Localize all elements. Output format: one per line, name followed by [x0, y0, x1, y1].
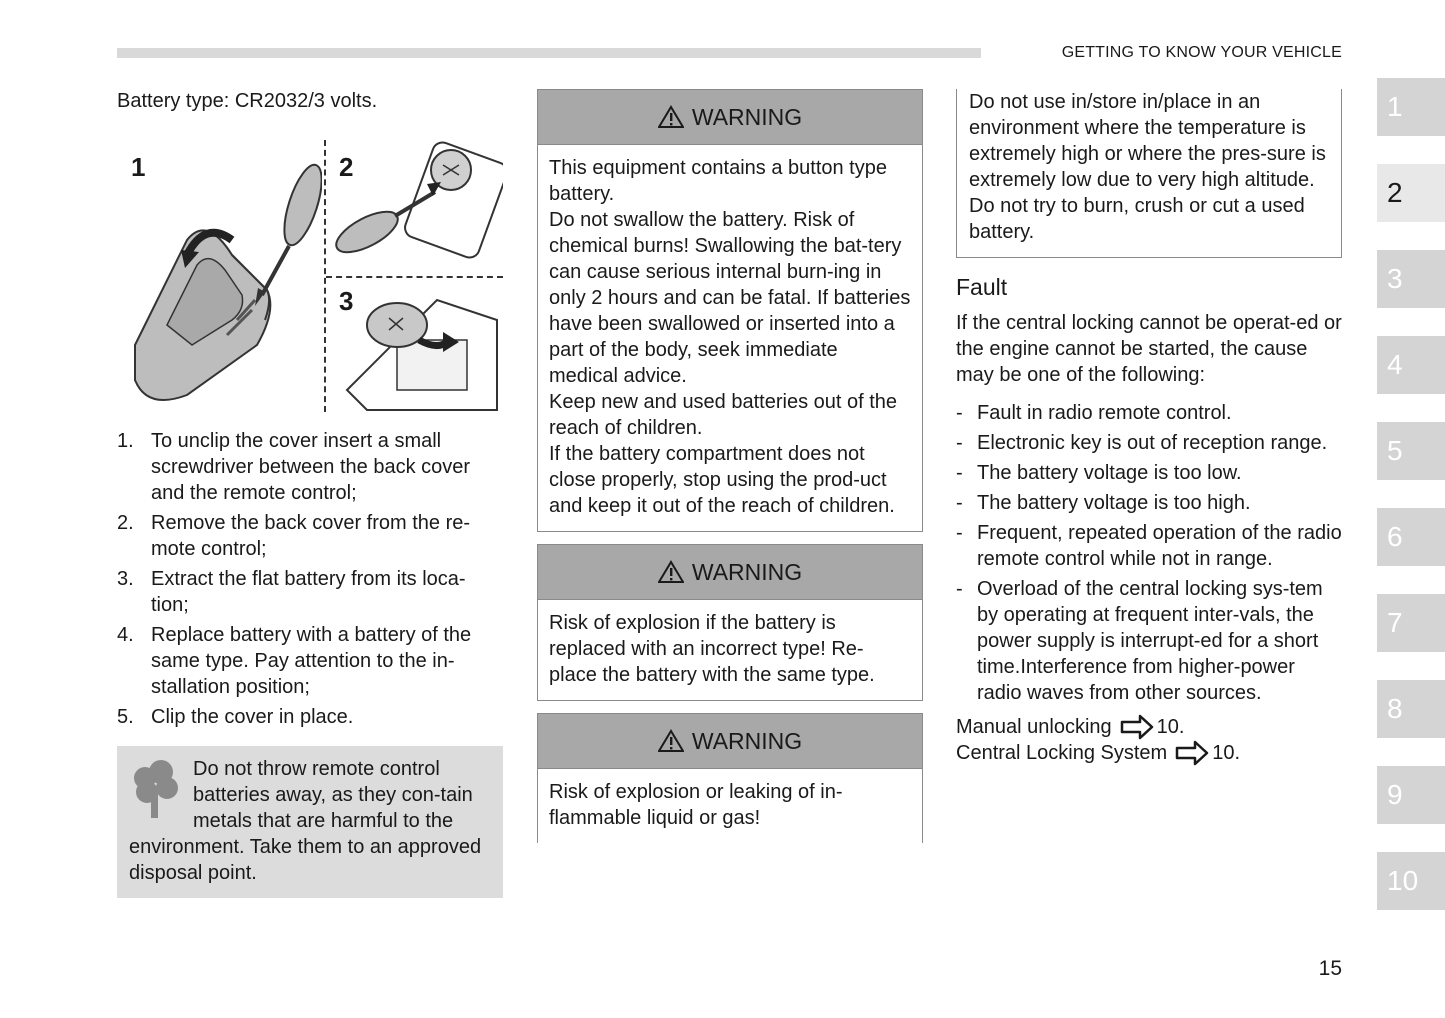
battery-type: Battery type: CR2032/3 volts. — [117, 90, 378, 112]
list-item: - Fault in radio remote control. — [956, 402, 1232, 424]
battery-replacement-figure — [117, 140, 503, 412]
chapter-tab-3[interactable]: 3 — [1377, 250, 1445, 308]
warning-triangle-icon — [658, 729, 684, 753]
battery-removal-illustration — [327, 140, 503, 274]
tree-icon — [131, 760, 179, 820]
chapter-tab-2[interactable]: 2 — [1377, 164, 1445, 222]
middle-column — [537, 89, 923, 855]
environment-note — [117, 746, 503, 898]
fault-causes — [956, 400, 1342, 706]
warning-header: WARNING — [538, 714, 922, 769]
environment-note-text: Do not throw remote control batteries away, as they con-tain metals that are harmful to the environment. Take them to an approved disposal point. — [129, 758, 482, 884]
warning-continuation: Do not use in/store in/place in an environment where the temperature is extremely high or where the pres-sure is extremely low due to very high altitude. Do not try to burn, crush or cut a used battery. — [956, 89, 1342, 258]
list-item: 2. Remove the back cover from the re-mote control; — [117, 512, 471, 560]
xref-central-locking-system[interactable]: Central Locking System 10. — [956, 742, 1241, 764]
warning-body: This equipment contains a button type battery. Do not swallow the battery. Risk of chemical burns! Swallowing the bat-tery can cause serious internal burn-ing in only 2 hours and can be fatal. If batteries have been swallowed or inserted into a part of the body, seek immediate medical advice. Keep new and used batteries out of the reach of children. If the battery compartment does not close properly, stop using the prod-uct and keep it out of the reach of children. — [549, 157, 911, 517]
fault-heading: Fault — [956, 274, 1008, 300]
chapter-tab-8[interactable]: 8 — [1377, 680, 1445, 738]
left-column — [117, 88, 503, 898]
chapter-tab-10[interactable]: 10 — [1377, 852, 1445, 910]
warning-box — [537, 544, 923, 701]
arrow-right-icon — [1120, 714, 1154, 740]
list-item: 4. Replace battery with a battery of the same type. Pay attention to the in-stallation position; — [117, 624, 472, 698]
warning-header: WARNING — [538, 545, 922, 600]
arrow-right-icon — [1175, 740, 1209, 766]
chapter-tab-5[interactable]: 5 — [1377, 422, 1445, 480]
battery-insertion-illustration — [327, 280, 503, 412]
warning-body: Risk of explosion or leaking of in-flammable liquid or gas! — [549, 781, 843, 829]
warning-triangle-icon — [658, 560, 684, 584]
chapter-tab-4[interactable]: 4 — [1377, 336, 1445, 394]
list-item: 1. To unclip the cover insert a small screwdriver between the back cover and the remote control; — [117, 430, 471, 504]
list-item: - Overload of the central locking sys-tem by operating at frequent inter-vals, the power supply is interrupt-ed for a short time.Interference from higher-power radio waves from other sources. — [956, 578, 1323, 704]
chapter-tab-6[interactable]: 6 — [1377, 508, 1445, 566]
list-item: - The battery voltage is too low. — [956, 462, 1242, 484]
warning-box — [537, 89, 923, 532]
chapter-tab-9[interactable]: 9 — [1377, 766, 1445, 824]
figure-label-2: 2 — [339, 152, 354, 182]
warning-header: WARNING — [538, 90, 922, 145]
key-fob-illustration — [117, 160, 322, 410]
fault-intro: If the central locking cannot be operat-ed or the engine cannot be started, the cause may be one of the following: — [956, 312, 1342, 386]
warning-box — [537, 713, 923, 843]
chapter-tab-1[interactable]: 1 — [1377, 78, 1445, 136]
chapter-tab-7[interactable]: 7 — [1377, 594, 1445, 652]
list-item: - Electronic key is out of reception range. — [956, 432, 1328, 454]
list-item: - The battery voltage is too high. — [956, 492, 1251, 514]
page-number: 15 — [1318, 957, 1342, 980]
figure-divider-horizontal — [326, 276, 503, 278]
figure-label-3: 3 — [339, 286, 354, 316]
right-column — [956, 89, 1342, 766]
figure-label-1: 1 — [131, 152, 146, 182]
list-item: - Frequent, repeated operation of the radio remote control while not in range. — [956, 522, 1342, 570]
list-item: 5. Clip the cover in place. — [117, 706, 354, 728]
xref-manual-unlocking[interactable]: Manual unlocking 10. — [956, 716, 1185, 738]
warning-triangle-icon — [658, 105, 684, 129]
warning-body: Risk of explosion if the battery is replaced with an incorrect type! Re-place the battery with the same type. — [549, 612, 875, 686]
header-rule — [117, 48, 981, 58]
replacement-steps — [117, 428, 503, 730]
section-title: GETTING TO KNOW YOUR VEHICLE — [1061, 44, 1342, 61]
list-item: 3. Extract the flat battery from its loca-tion; — [117, 568, 466, 616]
